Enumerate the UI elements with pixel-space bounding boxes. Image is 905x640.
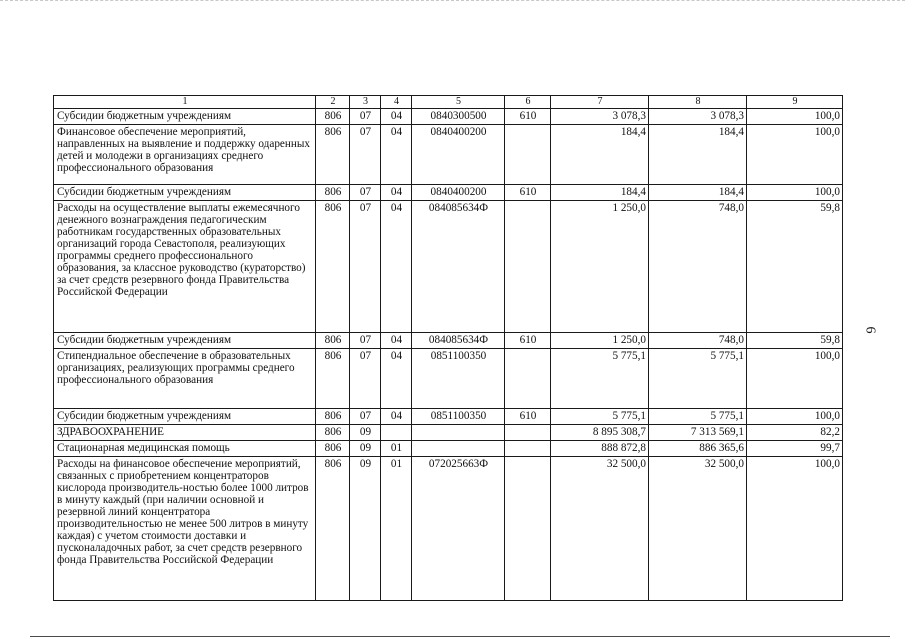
section-code: 09 — [350, 425, 381, 441]
column-number: 9 — [747, 96, 843, 109]
ministry-code: 806 — [316, 125, 350, 185]
execution-percent: 82,2 — [747, 425, 843, 441]
column-number-row — [54, 96, 843, 109]
column-number: 6 — [505, 96, 551, 109]
subsection-code: 04 — [381, 109, 412, 125]
expense-name: Расходы на финансовое обеспечение мероприятий, связанных с приобретением концентраторов кислорода производитель-ностью более 1000 литров в минуту каждый (при наличии основной и резервной линий концентратора производительностью не менее 500 литров в минуту каждая) с учетом стоимости доставки и пусконаладочных работ, за счет средств резервного фонда Правительства Российской Федерации — [54, 457, 316, 601]
expense-type-code: 610 — [505, 333, 551, 349]
planned-amount: 184,4 — [551, 125, 649, 185]
column-number: 5 — [412, 96, 505, 109]
expense-name: Субсидии бюджетным учреждениям — [54, 409, 316, 425]
execution-percent: 100,0 — [747, 185, 843, 201]
table-row — [54, 457, 843, 601]
expense-type-code — [505, 457, 551, 601]
expense-name: Расходы на осуществление выплаты ежемесячного денежного вознаграждения педагогическим работникам государственных образовательных организаций города Севастополя, реализующих программы среднего профессионального образования, за классное руководство (кураторство) за счет средств резервного фонда Правительства Российской Федерации — [54, 201, 316, 333]
executed-amount: 886 365,6 — [649, 441, 747, 457]
expense-type-code: 610 — [505, 409, 551, 425]
planned-amount: 3 078,3 — [551, 109, 649, 125]
subsection-code — [381, 425, 412, 441]
table-row — [54, 109, 843, 125]
execution-percent: 99,7 — [747, 441, 843, 457]
executed-amount: 748,0 — [649, 201, 747, 333]
section-code: 07 — [350, 185, 381, 201]
target-article-code — [412, 425, 505, 441]
executed-amount: 5 775,1 — [649, 409, 747, 425]
column-number: 7 — [551, 96, 649, 109]
subsection-code: 04 — [381, 409, 412, 425]
table-row — [54, 441, 843, 457]
ministry-code: 806 — [316, 201, 350, 333]
expense-name: Стипендиальное обеспечение в образовательных организациях, реализующих программы среднего профессионального образования — [54, 349, 316, 409]
section-code: 09 — [350, 457, 381, 601]
subsection-code: 01 — [381, 457, 412, 601]
subsection-code: 04 — [381, 333, 412, 349]
budget-execution-table — [53, 95, 843, 601]
expense-name: Субсидии бюджетным учреждениям — [54, 185, 316, 201]
executed-amount: 184,4 — [649, 185, 747, 201]
section-code: 07 — [350, 201, 381, 333]
execution-percent: 100,0 — [747, 349, 843, 409]
table-row — [54, 333, 843, 349]
execution-percent: 100,0 — [747, 109, 843, 125]
column-number: 2 — [316, 96, 350, 109]
expense-type-code — [505, 125, 551, 185]
expense-name: Стационарная медицинская помощь — [54, 441, 316, 457]
table-row — [54, 125, 843, 185]
planned-amount: 1 250,0 — [551, 333, 649, 349]
planned-amount: 184,4 — [551, 185, 649, 201]
execution-percent: 100,0 — [747, 409, 843, 425]
ministry-code: 806 — [316, 109, 350, 125]
expense-type-code — [505, 201, 551, 333]
subsection-code: 04 — [381, 201, 412, 333]
planned-amount: 5 775,1 — [551, 349, 649, 409]
column-number: 8 — [649, 96, 747, 109]
ministry-code: 806 — [316, 457, 350, 601]
subsection-code: 01 — [381, 441, 412, 457]
target-article-code: 0840400200 — [412, 185, 505, 201]
expense-type-code — [505, 441, 551, 457]
section-code: 07 — [350, 109, 381, 125]
execution-percent: 59,8 — [747, 201, 843, 333]
table-row — [54, 425, 843, 441]
target-article-code: 0851100350 — [412, 349, 505, 409]
ministry-code: 806 — [316, 333, 350, 349]
executed-amount: 3 078,3 — [649, 109, 747, 125]
expense-type-code: 610 — [505, 109, 551, 125]
subsection-code: 04 — [381, 349, 412, 409]
target-article-code: 072025663Ф — [412, 457, 505, 601]
ministry-code: 806 — [316, 185, 350, 201]
ministry-code: 806 — [316, 349, 350, 409]
planned-amount: 888 872,8 — [551, 441, 649, 457]
column-number: 3 — [350, 96, 381, 109]
target-article-code: 0851100350 — [412, 409, 505, 425]
table-row — [54, 349, 843, 409]
executed-amount: 748,0 — [649, 333, 747, 349]
executed-amount: 7 313 569,1 — [649, 425, 747, 441]
expense-name: Субсидии бюджетным учреждениям — [54, 333, 316, 349]
scan-bottom-edge — [30, 636, 890, 637]
section-code: 07 — [350, 349, 381, 409]
target-article-code: 0840300500 — [412, 109, 505, 125]
ministry-code: 806 — [316, 441, 350, 457]
target-article-code: 084085634Ф — [412, 201, 505, 333]
section-code: 07 — [350, 333, 381, 349]
table-row — [54, 409, 843, 425]
expense-name: Финансовое обеспечение мероприятий, направленных на выявление и поддержку одаренных детей и молодежи в организациях среднего профессионального образования — [54, 125, 316, 185]
execution-percent: 59,8 — [747, 333, 843, 349]
scan-top-edge — [0, 0, 905, 2]
ministry-code: 806 — [316, 425, 350, 441]
execution-percent: 100,0 — [747, 457, 843, 601]
planned-amount: 32 500,0 — [551, 457, 649, 601]
planned-amount: 1 250,0 — [551, 201, 649, 333]
execution-percent: 100,0 — [747, 125, 843, 185]
subsection-code: 04 — [381, 125, 412, 185]
expense-type-code — [505, 425, 551, 441]
expense-name: Субсидии бюджетным учреждениям — [54, 109, 316, 125]
section-code: 07 — [350, 409, 381, 425]
target-article-code — [412, 441, 505, 457]
expense-type-code — [505, 349, 551, 409]
ministry-code: 806 — [316, 409, 350, 425]
section-code: 09 — [350, 441, 381, 457]
planned-amount: 8 895 308,7 — [551, 425, 649, 441]
subsection-code: 04 — [381, 185, 412, 201]
executed-amount: 5 775,1 — [649, 349, 747, 409]
column-number: 1 — [54, 96, 316, 109]
expense-type-code: 610 — [505, 185, 551, 201]
planned-amount: 5 775,1 — [551, 409, 649, 425]
table-row — [54, 185, 843, 201]
target-article-code: 084085634Ф — [412, 333, 505, 349]
column-number: 4 — [381, 96, 412, 109]
section-code: 07 — [350, 125, 381, 185]
expense-name: ЗДРАВООХРАНЕНИЕ — [54, 425, 316, 441]
page-number: 6 — [862, 326, 878, 334]
table-row — [54, 201, 843, 333]
target-article-code: 0840400200 — [412, 125, 505, 185]
executed-amount: 32 500,0 — [649, 457, 747, 601]
executed-amount: 184,4 — [649, 125, 747, 185]
